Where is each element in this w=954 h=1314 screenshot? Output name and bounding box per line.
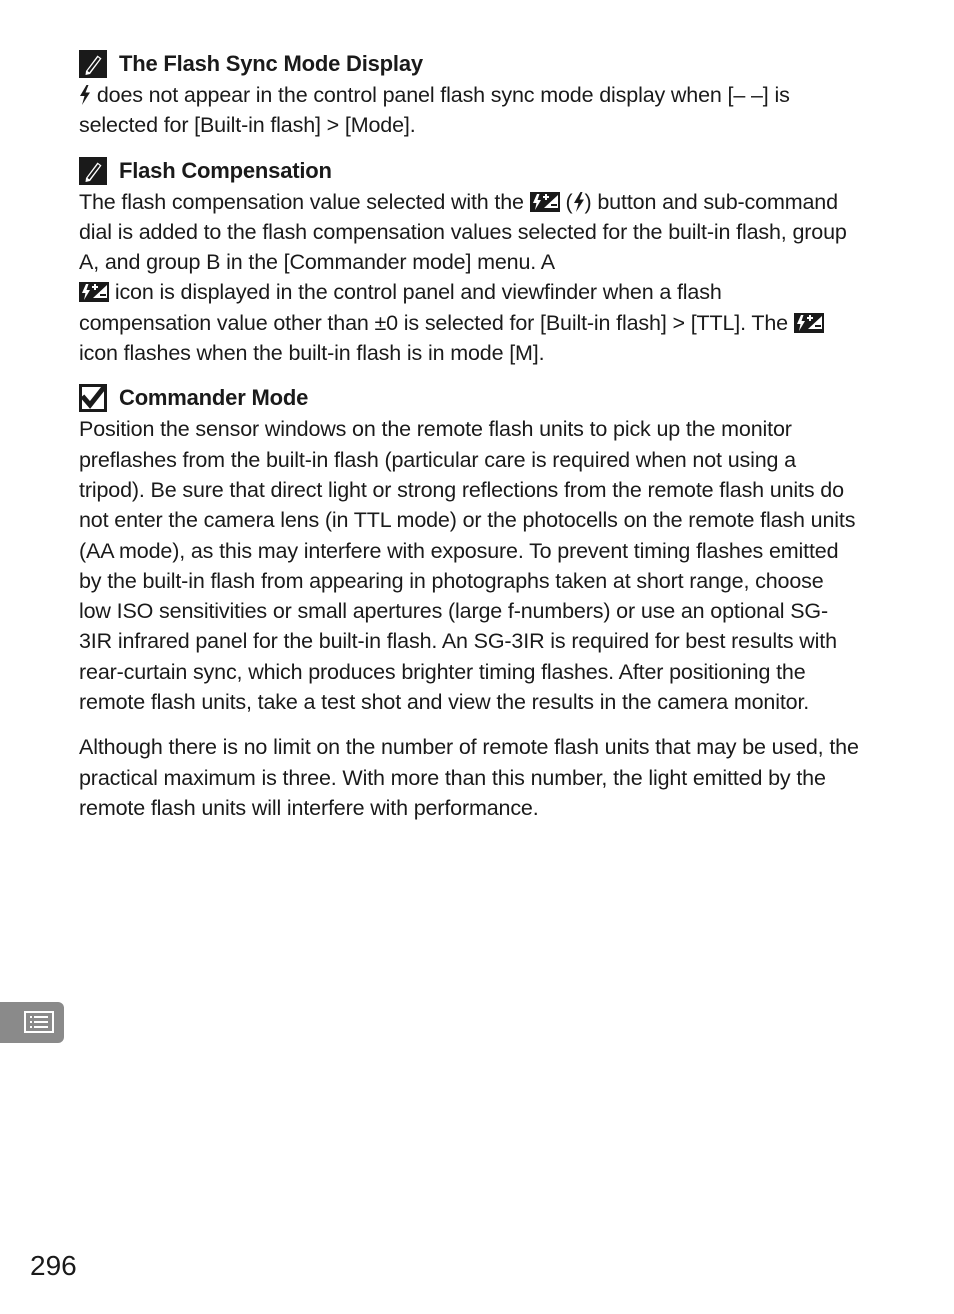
paragraph-text: icon flashes when the built-in flash is in mode [M].	[79, 341, 545, 366]
section-paragraph: Although there is no limit on the number of remote flash units that may be used, the practical maximum is three. With more than this number, the light emitted by the remote flash units will interfere with performance.	[79, 735, 859, 820]
flash-compensation-icon	[79, 282, 109, 302]
paragraph-text: icon is displayed in the control panel and viewfinder when a flash compensation value other than ±0 is selected for [Built-in flash] > [TTL]. The	[79, 280, 788, 335]
note-flash-sync-mode-display	[79, 48, 859, 141]
section-heading	[79, 155, 859, 187]
flash-icon	[573, 192, 585, 212]
caution-commander-mode	[79, 382, 859, 823]
side-tab	[0, 1002, 64, 1043]
pencil-note-icon	[79, 157, 107, 185]
flash-compensation-icon	[530, 192, 560, 212]
page-content	[79, 48, 859, 837]
section-paragraph	[79, 187, 859, 369]
section-heading	[79, 48, 859, 80]
section-title: The Flash Sync Mode Display	[119, 51, 423, 76]
menu-list-icon	[24, 1011, 54, 1033]
section-title: Commander Mode	[119, 385, 309, 411]
pencil-note-icon	[79, 50, 107, 78]
paragraph-text: does not appear in the control panel flash sync mode display when [– –] is selected for [Built-in flash] > [Mode].	[79, 83, 790, 138]
paragraph-text: The flash compensation value selected with the	[79, 189, 524, 214]
checkmark-caution-icon	[79, 384, 107, 412]
section-title: Flash Compensation	[119, 157, 332, 183]
note-flash-compensation	[79, 155, 859, 369]
section-paragraph: Position the sensor windows on the remote flash units to pick up the monitor preflashes from the built-in flash (particular care is required when not using a tripod). Be sure that direct light or strong reflections from the remote flash units do not enter the camera lens (in TTL mode) or the photocells on the remote flash units (AA mode), as this may interfere with exposure. To prevent timing flashes emitted by the built-in flash from appearing in photographs taken at short range, choose low ISO sensitivities or small apertures (large f-numbers) or use an optional SG-3IR infrared panel for the built-in flash. An SG-3IR is required for best results with rear-curtain sync, which produces brighter timing flashes. After positioning the remote flash units, take a test shot and view the results in the camera monitor.	[79, 417, 856, 715]
flash-compensation-icon	[794, 313, 824, 333]
paragraph-text: ) button and sub-command dial is added to the flash compensation values selected for the built-in flash, group A, and group B in the [Commander mode] menu. A	[79, 189, 847, 275]
page-number: 296	[30, 1250, 77, 1281]
section-paragraph	[79, 80, 859, 141]
paragraph-text: (	[565, 189, 573, 214]
section-heading	[79, 382, 859, 414]
flash-icon	[79, 85, 91, 105]
